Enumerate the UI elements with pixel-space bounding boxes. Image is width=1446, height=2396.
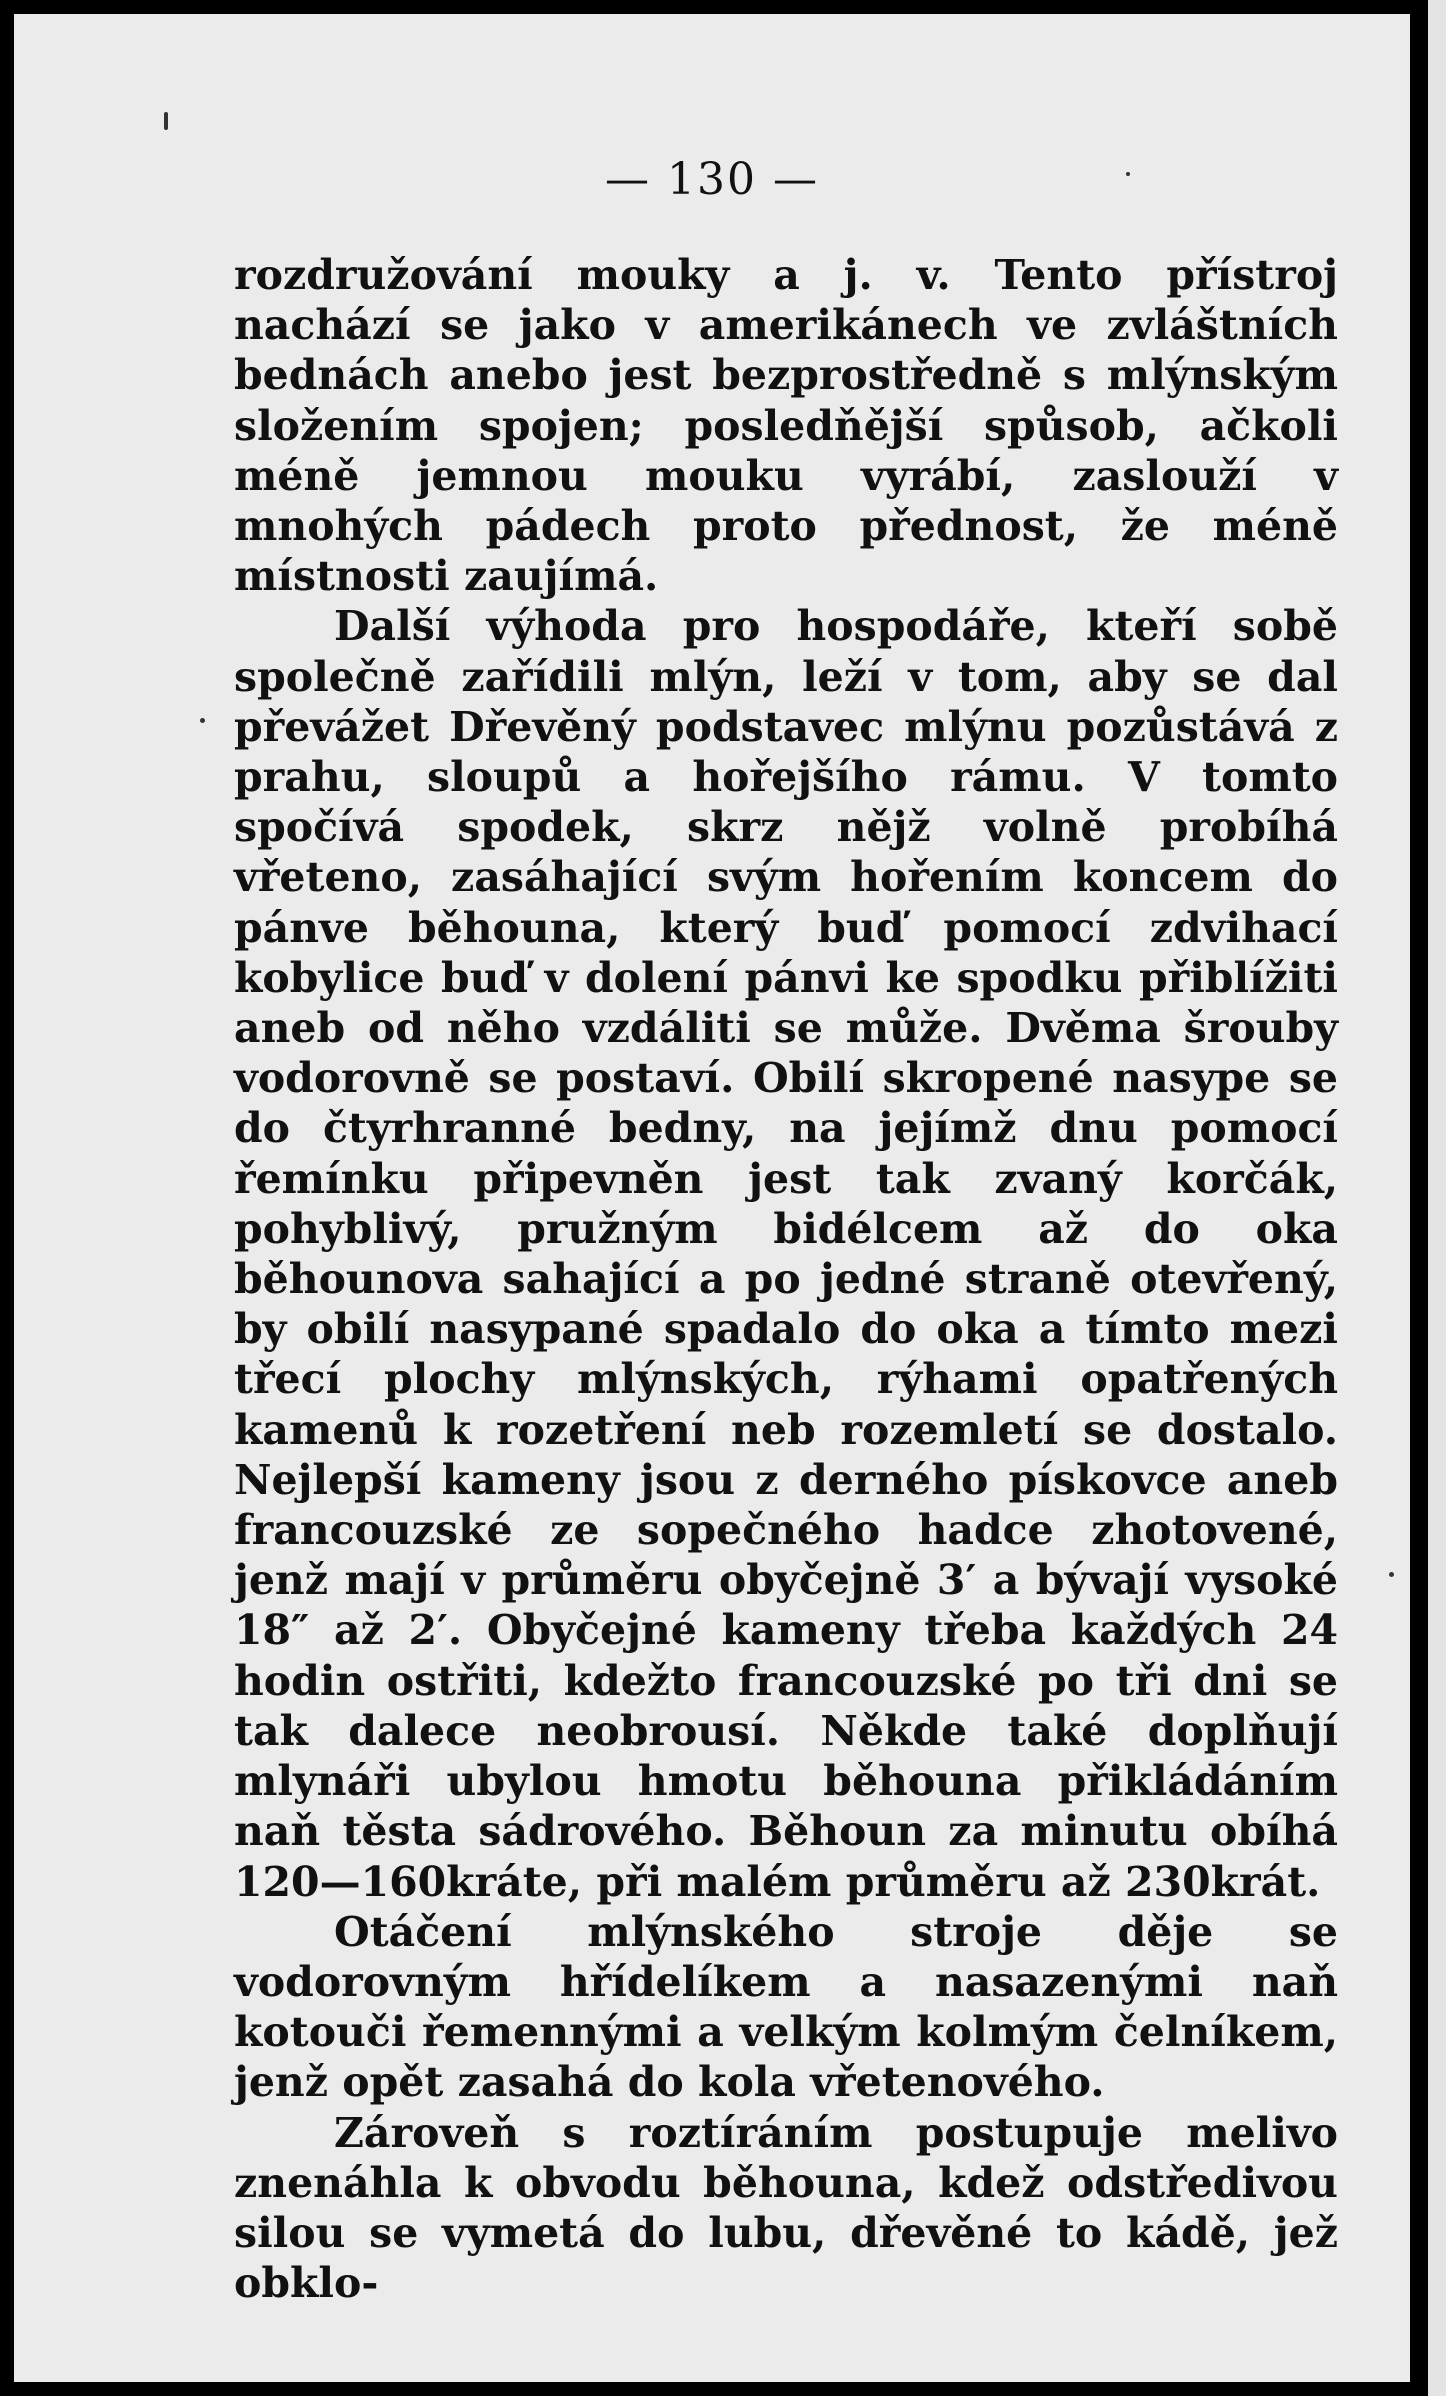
page-number: — 130 — <box>605 154 819 205</box>
paragraph-continuation: rozdružování mouky a j. v. Tento přístroj nachází se jako v amerikánech ve zvláštních bednách anebo jest bezprostředně s mlýnským složením spojen; posledňější spůsob, ačkoli méně jemnou mouku vyrábí, zaslouží v mnohých pádech proto přednost, že méně místnosti zaujímá. <box>234 251 1338 601</box>
scan-speck <box>200 718 205 723</box>
book-page <box>14 14 1410 2382</box>
next-page-edge <box>1428 0 1446 2396</box>
page-edge-shadow <box>1410 0 1428 2396</box>
paragraph-advantage: Další výhoda pro hospodáře, kteří sobě společně zařídili mlýn, leží v tom, aby se dal převážet Dřevěný podstavec mlýnu pozůstává z prahu, sloupů a hořejšího rámu. V tomto spočívá spodek, skrz nějž volně probíhá vřeteno, zasáhající svým hořením koncem do pánve běhouna, který buď pomocí zdvihací kobylice buď v dolení pánvi ke spodku přiblížiti aneb od něho vzdáliti se může. Dvěma šrouby vodorovně se postaví. Obilí skropené nasype se do čtyrhranné bedny, na jejímž dnu pomocí řemínku připevněn jest tak zvaný korčák, pohyblivý, pružným bidélcem až do oka běhounova sahající a po jedné straně otevřený, by obilí nasypané spadalo do oka a tímto mezi třecí plochy mlýnských, rýhami opatřených kamenů k rozetření neb rozemletí se dostalo. Nejlepší kameny jsou z derného pískovce aneb francouzské ze sopečného hadce zhotovené, jenž mají v průměru obyčejně 3′ a bývají vysoké 18″ až 2′. Obyčejné kameny třeba každých 24 hodin ostřiti, kdežto francouzské po tři dni se tak dalece neobrousí. Někde také doplňují mlynáři ubylou hmotu běhouna přikládáním naň těsta sádrového. Běhoun za minutu obíhá 120—160kráte, při malém průměru až 230krát. <box>234 602 1338 1906</box>
paragraph-rotation: Otáčení mlýnského stroje děje se vodorovným hřídelíkem a nasazenými naň kotouči řemennými a velkým kolmým čelníkem, jenž opět zasahá do kola vřetenového. <box>234 1907 1338 2107</box>
scan-speck <box>1126 172 1130 176</box>
body-text <box>234 250 1338 2308</box>
scan-speck <box>164 112 168 130</box>
paragraph-grinding: Zároveň s roztíráním postupuje melivo znenáhla k obvodu běhouna, kdež odstředivou silou se vymetá do lubu, dřevěné to kádě, jež obklo- <box>234 2108 1338 2308</box>
scan-speck <box>1389 1572 1394 1577</box>
